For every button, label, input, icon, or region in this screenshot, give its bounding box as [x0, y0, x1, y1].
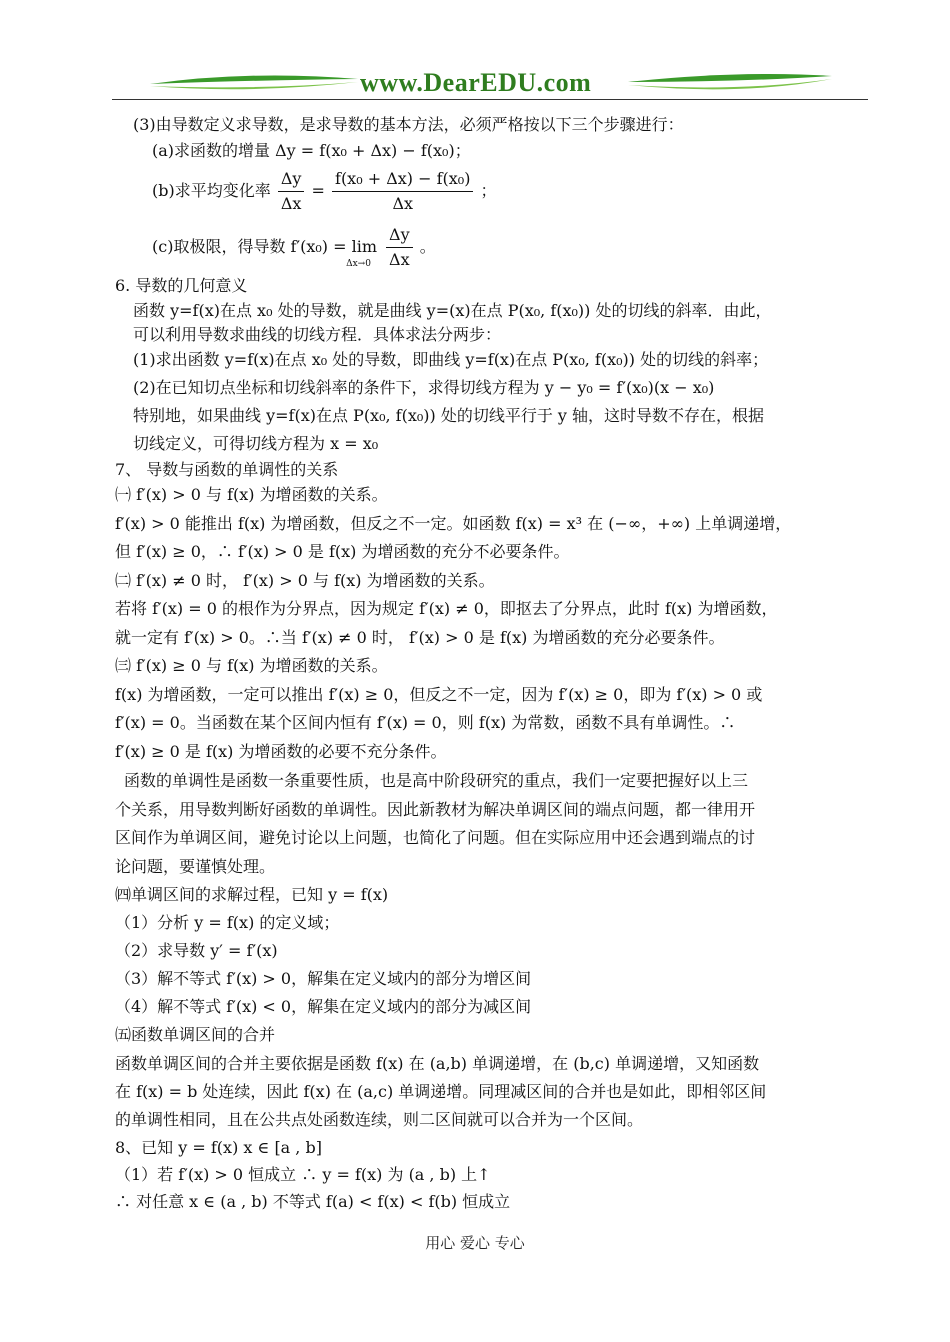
text-span: ； — [480, 181, 497, 200]
fraction-denominator: Δx — [389, 250, 410, 269]
subsection-heading: ㈠ f′(x) > 0 与 f(x) 为增函数的关系。 — [115, 485, 388, 504]
text-span: (b)求平均变化率 — [152, 181, 271, 200]
fraction-denominator: Δx — [392, 194, 414, 213]
text-line: 函数 y=f(x)在点 x₀ 处的导数，就是曲线 y=(x)在点 P(x₀, f(x₀)) 处的切线的斜率．由此， — [133, 301, 772, 320]
page-footer: 用心 爱心 专心 — [425, 1234, 525, 1252]
formula-line-b — [152, 166, 497, 216]
text-line: 函数的单调性是函数一条重要性质，也是高中阶段研究的重点，我们一定要把握好以上三 — [124, 771, 749, 790]
section-heading: 8、已知 y = f(x) x ∈ [a , b] — [115, 1138, 322, 1157]
text-line: （2）求导数 y′ = f′(x) — [115, 941, 278, 960]
text-line: 但 f′(x) ≥ 0，∴ f′(x) > 0 是 f(x) 为增函数的充分不必要条件。 — [115, 542, 570, 561]
formula-line-c — [152, 222, 436, 275]
text-line: (2)在已知切点坐标和切线斜率的条件下，求得切线方程为 y − y₀ = f′(x₀)(x − x₀) — [133, 378, 715, 397]
text-line: （3）解不等式 f′(x) > 0，解集在定义域内的部分为增区间 — [115, 969, 532, 988]
text-span: 。 — [419, 237, 436, 256]
text-line: (a)求函数的增量 Δy = f(x₀ + Δx) − f(x₀)； — [152, 141, 471, 160]
text-line: （1）分析 y = f(x) 的定义域； — [115, 913, 340, 932]
text-line: 特别地，如果曲线 y=f(x)在点 P(x₀, f(x₀)) 处的切线平行于 y 轴，这时导数不存在，根据 — [133, 406, 765, 425]
fraction-numerator: Δy — [386, 223, 413, 248]
text-line: 就一定有 f′(x) > 0。∴当 f′(x) ≠ 0 时， f′(x) > 0 是 f(x) 为增函数的充分必要条件。 — [115, 628, 725, 647]
text-span: (c)取极限，得导数 f′(x₀) = lim — [152, 237, 377, 256]
text-line: f′(x) ≥ 0 是 f(x) 为增函数的必要不充分条件。 — [115, 742, 447, 761]
text-line: 在 f(x) = b 处连续，因此 f(x) 在 (a,c) 单调递增。同理减区间的合并也是如此，即相邻区间 — [115, 1082, 767, 1101]
equals-sign: = — [311, 181, 325, 200]
fraction — [386, 223, 413, 272]
text-line: f′(x) = 0。当函数在某个区间内恒有 f′(x) = 0，则 f(x) 为常数，函数不具有单调性。∴ — [115, 713, 736, 732]
subsection-heading: ㈤函数单调区间的合并 — [115, 1025, 276, 1044]
subsection-heading: ㈡ f′(x) ≠ 0 时， f′(x) > 0 与 f(x) 为增函数的关系。 — [115, 571, 495, 590]
limit-subscript: Δx→0 — [346, 259, 371, 269]
text-line: (1)求出函数 y=f(x)在点 x₀ 处的导数，即曲线 y=f(x)在点 P(x₀, f(x₀)) 处的切线的斜率； — [133, 350, 769, 369]
text-line: 函数单调区间的合并主要依据是函数 f(x) 在 (a,b) 单调递增，在 (b,c) 单调递增，又知函数 — [115, 1054, 760, 1073]
text-line: 若将 f′(x) = 0 的根作为分界点，因为规定 f′(x) ≠ 0，即抠去了分界点，此时 f(x) 为增函数， — [115, 599, 778, 618]
section-heading: 7、 导数与函数的单调性的关系 — [115, 460, 339, 479]
text-line: ∴ 对任意 x ∈ (a , b) 不等式 f(a) < f(x) < f(b) 恒成立 — [115, 1192, 511, 1211]
header-rule — [112, 99, 868, 100]
text-line: 区间作为单调区间，避免讨论以上问题，也简化了问题。但在实际应用中还会遇到端点的讨 — [115, 828, 756, 847]
text-line: 个关系，用导数判断好函数的单调性。因此新教材为解决单调区间的端点问题，都一律用开 — [115, 800, 756, 819]
fraction-denominator: Δx — [280, 194, 302, 213]
text-line: f′(x) > 0 能推出 f(x) 为增函数，但反之不一定。如函数 f(x) = x³ 在 (−∞，+∞) 上单调递增， — [115, 514, 792, 533]
text-line: 论问题，要谨慎处理。 — [115, 857, 276, 876]
site-logo-text[interactable]: www.DearEDU.com — [360, 68, 592, 97]
text-line: （4）解不等式 f′(x) < 0，解集在定义域内的部分为减区间 — [115, 997, 532, 1016]
text-line: 切线定义，可得切线方程为 x = x₀ — [133, 434, 379, 453]
fraction — [332, 167, 473, 216]
section-heading: 6. 导数的几何意义 — [115, 276, 248, 295]
subsection-heading: ㈣单调区间的求解过程，已知 y = f(x) — [115, 885, 389, 904]
text-line: 可以利用导数求曲线的切线方程．具体求法分两步： — [133, 325, 502, 344]
fraction-numerator: f(x₀ + Δx) − f(x₀) — [332, 167, 473, 192]
fraction — [278, 167, 305, 216]
text-line: 的单调性相同，且在公共点处函数连续，则二区间就可以合并为一个区间。 — [115, 1110, 644, 1129]
fraction-numerator: Δy — [278, 167, 305, 192]
subsection-heading: ㈢ f′(x) ≥ 0 与 f(x) 为增函数的关系。 — [115, 656, 388, 675]
text-line: (3)由导数定义求导数，是求导数的基本方法，必须严格按以下三个步骤进行： — [133, 115, 684, 134]
text-line: f(x) 为增函数，一定可以推出 f′(x) ≥ 0，但反之不一定，因为 f′(x) ≥ 0，即为 f′(x) > 0 或 — [115, 685, 763, 704]
text-line: （1）若 f′(x) > 0 恒成立 ∴ y = f(x) 为 (a , b) 上↑ — [115, 1165, 491, 1184]
page-header — [0, 0, 950, 110]
